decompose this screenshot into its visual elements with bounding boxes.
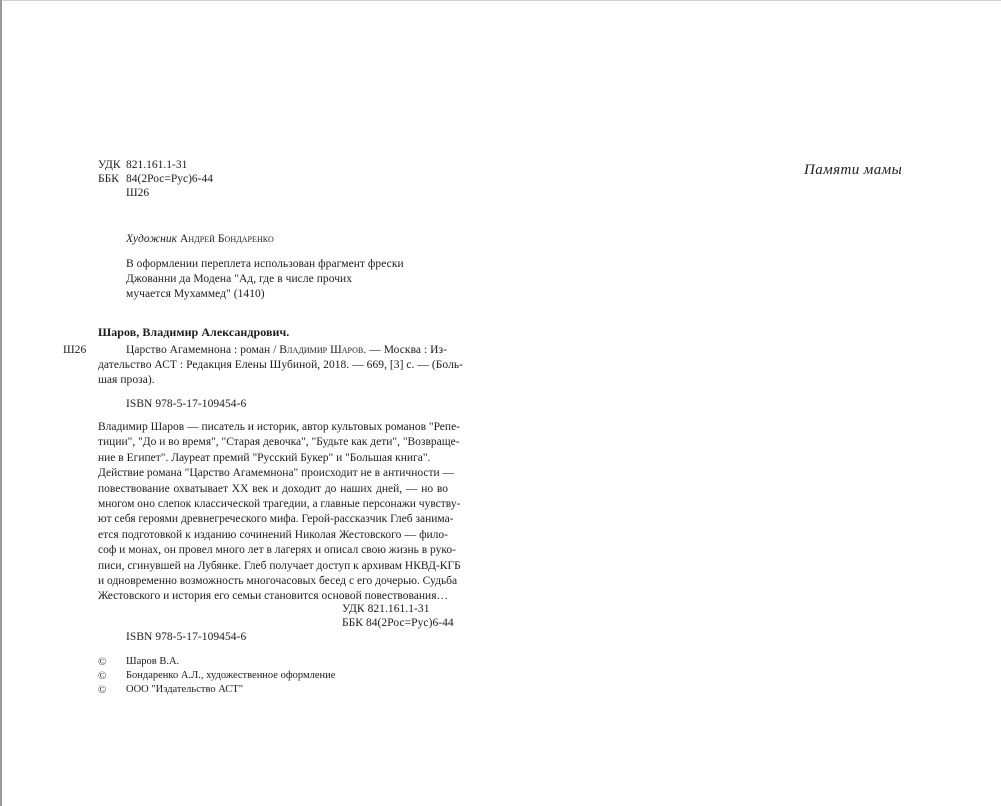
annotation-line: Владимир Шаров — писатель и историк, автор культовых романов "Репе- [98, 421, 461, 433]
copyright-text: ООО "Издательство АСТ" [126, 684, 243, 695]
copyright-sign: © [98, 670, 107, 682]
annotation-line: многом оно слепок классической трагедии, а главные персонажи чувству- [98, 498, 461, 511]
annotation-line: повествование охватывает XX век и доходит до наших дней, — но во [98, 482, 448, 495]
author-mark: Ш26 [126, 187, 150, 199]
bbk-value: 84(2Рос=Рус)6-44 [126, 173, 213, 185]
isbn-secondary: ISBN 978-5-17-109454-6 [126, 631, 247, 643]
annotation-line: ется подготовкой к изданию сочинений Николая Жестовского — фило- [98, 528, 448, 541]
copyright-text: Шаров В.А. [126, 656, 180, 667]
cover-note-line-3: мучается Мухаммед" (1410) [126, 288, 265, 300]
bibliographic-line-2: дательство АСТ : Редакция Елены Шубиной, 2018. — 669, [3] с. — (Боль- [98, 359, 464, 371]
bottom-udk: УДК 821.161.1-31 [342, 603, 430, 615]
udk-label: УДК [98, 159, 121, 171]
bibliographic-line-1 [126, 342, 447, 358]
bbk-label: ББК [98, 173, 119, 185]
copyright-sign: © [98, 656, 107, 668]
bibliographic-line-3: шая проза). [98, 374, 155, 386]
bottom-bbk: ББК 84(2Рос=Рус)6-44 [342, 617, 454, 629]
annotation-line: Действие романа "Царство Агамемнона" происходит не в античности — [98, 467, 455, 480]
artist-prefix: Художник [126, 233, 178, 245]
isbn-primary: ISBN 978-5-17-109454-6 [126, 398, 247, 410]
bib-title: Царство Агамемнона : роман / [126, 344, 280, 356]
catalog-heading: Шаров, Владимир Александрович. [98, 325, 290, 339]
annotation-line: ют себя героями древнегреческого мифа. Герой-рассказчик Глеб занима- [98, 513, 454, 526]
annotation-line: соф и монах, он провел много лет в лагерях и описал свою жизнь в руко- [98, 544, 456, 557]
copyright-text: Бондаренко А.Л., художественное оформление [126, 670, 336, 681]
dedication: Памяти мамы [804, 162, 903, 178]
artist-credit [126, 231, 274, 247]
book-spread [2, 0, 1001, 806]
bib-author: Владимир Шаров. [279, 344, 367, 356]
artist-name: Андрей Бондаренко [180, 233, 274, 245]
annotation-line: ние в Египет". Лауреат премий "Русский Букер" и "Большая книга". [98, 451, 431, 464]
annotation-line: писи, сгинувшей на Лубянке. Глеб получает доступ к архивам НКВД-КГБ [98, 559, 461, 572]
cover-note-line-2: Джованни да Модена "Ад, где в числе прочих [126, 273, 353, 285]
annotation-line: и одновременно возможность многочасовых бесед с его дочерью. Судьба [98, 575, 458, 588]
udk-value: 821.161.1-31 [126, 159, 188, 171]
annotation-line: Жестовского и история его семьи становится основой повествования… [98, 590, 448, 603]
annotation-block [98, 420, 461, 605]
bibliographic-mark: Ш26 [63, 344, 87, 356]
cover-note-line-1: В оформлении переплета использован фрагмент фрески [126, 258, 404, 270]
bib-publisher-start: — Москва : Из- [366, 344, 447, 356]
annotation-line: тиции", "До и во время", "Старая девочка", "Будьте как дети", "Возвраще- [98, 436, 460, 449]
copyright-sign: © [98, 684, 107, 696]
